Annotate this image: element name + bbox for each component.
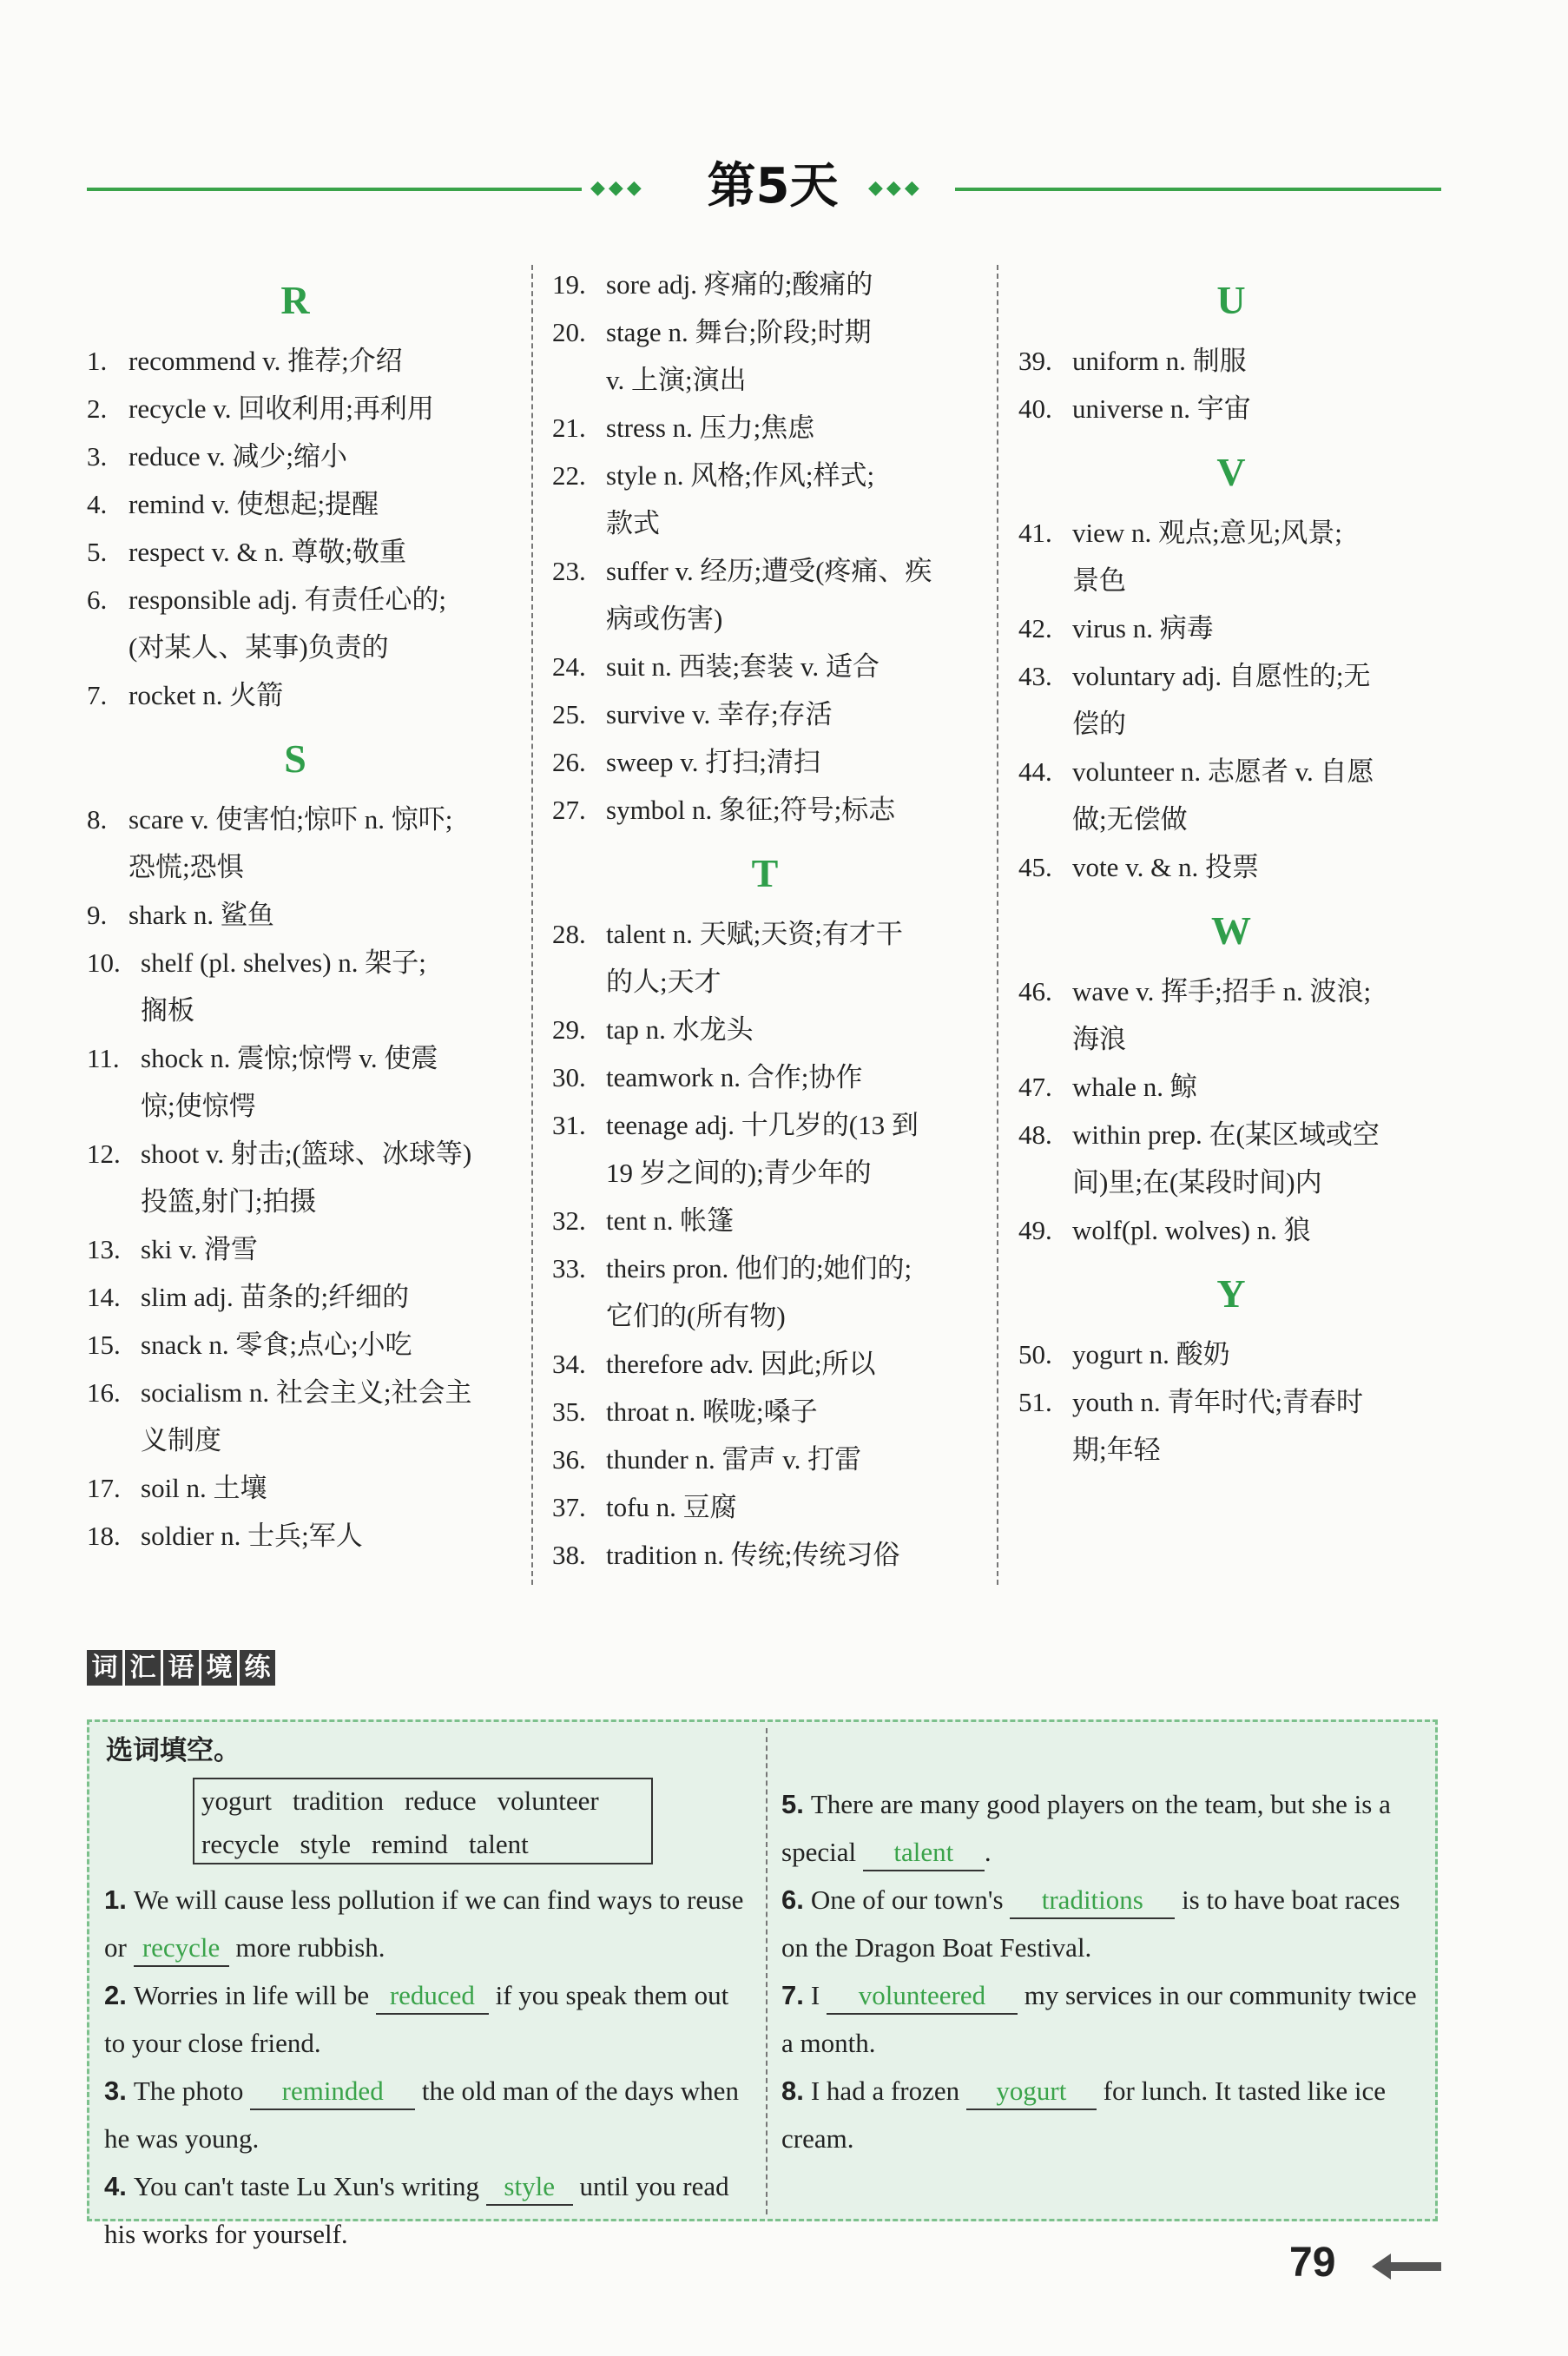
entry-number: 22.	[552, 460, 586, 491]
entry-text: soldier n. 士兵;军人	[141, 1521, 363, 1551]
vocab-entry	[552, 308, 978, 356]
vocab-entry	[552, 452, 978, 499]
entry-number: 4.	[87, 489, 108, 519]
exercise-title: 选词填空。	[106, 1735, 240, 1766]
entry-number: 17.	[87, 1473, 121, 1503]
vocab-entry-continuation	[87, 1416, 504, 1464]
entry-text: 恐慌;恐惧	[128, 852, 244, 882]
vocab-entry	[552, 786, 978, 834]
vocab-entry	[552, 1006, 978, 1053]
entry-text: 病或伤害)	[606, 604, 723, 634]
entry-number: 12.	[87, 1138, 121, 1169]
vocab-entry-continuation	[1018, 1158, 1444, 1206]
vocab-entry	[1018, 385, 1444, 432]
entry-text: yogurt n. 酸奶	[1072, 1339, 1230, 1369]
vocab-entry	[552, 1053, 978, 1101]
header-rule-right	[955, 188, 1441, 191]
entry-number: 31.	[552, 1110, 586, 1140]
entry-text: 义制度	[141, 1425, 221, 1455]
word-bank-word: remind	[372, 1829, 448, 1859]
entry-text: 期;年轻	[1072, 1435, 1161, 1465]
entry-text: therefore adv. 因此;所以	[606, 1349, 876, 1379]
section-letter: T	[751, 851, 779, 895]
vocab-entry	[1018, 1206, 1444, 1254]
entry-number: 40.	[1018, 393, 1052, 424]
entry-number: 32.	[552, 1205, 586, 1236]
vocab-entry	[87, 432, 504, 480]
exercise-item-2: 2. Worries in life will be reduced if you speak them out to your close friend.	[104, 1980, 729, 2058]
answer-blank[interactable]: reminded	[250, 2074, 415, 2110]
entry-text: 搁板	[141, 995, 194, 1026]
entry-number: 37.	[552, 1492, 586, 1522]
entry-number: 21.	[552, 412, 586, 443]
entry-text: tofu n. 豆腐	[606, 1492, 737, 1522]
entry-text: survive v. 幸存;存活	[606, 699, 833, 729]
section-tag	[87, 1650, 275, 1686]
vocab-entry-continuation	[552, 1149, 978, 1197]
entry-number: 30.	[552, 1062, 586, 1092]
vocab-entry	[87, 795, 504, 843]
entry-number: 13.	[87, 1234, 121, 1264]
vocab-entry	[87, 1369, 504, 1416]
section-letter: S	[284, 736, 306, 781]
vocab-entry	[87, 1273, 504, 1321]
entry-number: 26.	[552, 747, 586, 777]
vocab-entry	[1018, 604, 1444, 652]
entry-number: 29.	[552, 1014, 586, 1045]
exercise-item-6: 6. One of our town's traditions is to have boat races on the Dragon Boat Festival.	[781, 1884, 1400, 1963]
vocab-column-1	[87, 261, 504, 1560]
entry-text: soil n. 土壤	[141, 1473, 267, 1503]
word-bank-word: yogurt	[201, 1785, 272, 1816]
word-bank	[193, 1778, 653, 1864]
entry-number: 3.	[87, 441, 108, 472]
entry-text: (对某人、某事)负责的	[128, 632, 389, 663]
column-divider	[531, 265, 533, 1585]
section-tag-char: 语	[163, 1650, 199, 1686]
word-bank-word: style	[300, 1829, 352, 1859]
entry-text: 投篮,射门;拍摄	[141, 1186, 317, 1217]
vocab-entry	[552, 547, 978, 595]
vocab-entry	[1018, 1111, 1444, 1158]
entry-text: uniform n. 制服	[1072, 346, 1247, 376]
vocab-entry-continuation	[552, 499, 978, 547]
vocab-entry	[87, 1512, 504, 1560]
entry-text: snack n. 零食;点心;小吃	[141, 1330, 412, 1360]
vocab-entry	[552, 1531, 978, 1579]
vocab-column-2	[552, 261, 978, 1579]
vocab-entry-continuation	[87, 1178, 504, 1225]
word-bank-word: talent	[468, 1829, 529, 1859]
entry-text: ski v. 滑雪	[141, 1234, 258, 1264]
header-leaf-dots-icon: ◆◆◆	[590, 177, 645, 199]
vocab-column-3	[1018, 261, 1444, 1474]
entry-text: whale n. 鲸	[1072, 1072, 1197, 1102]
vocab-entry	[552, 1244, 978, 1292]
vocab-entry-continuation	[87, 624, 504, 671]
entry-text: 景色	[1072, 565, 1126, 596]
vocab-entry	[87, 891, 504, 939]
entry-text: shelf (pl. shelves) n. 架子;	[141, 947, 426, 978]
entry-text: slim adj. 苗条的;纤细的	[141, 1282, 410, 1312]
entry-text: scare v. 使害怕;惊吓 n. 惊吓;	[128, 804, 453, 835]
vocab-entry	[552, 1197, 978, 1244]
vocab-entry	[1018, 1378, 1444, 1426]
section-letter: R	[280, 278, 310, 322]
vocab-entry	[87, 480, 504, 528]
entry-number: 2.	[87, 393, 108, 424]
entry-text: recycle v. 回收利用;再利用	[128, 393, 434, 424]
entry-number: 44.	[1018, 756, 1052, 787]
vocab-entry-continuation	[1018, 700, 1444, 748]
header-rule-left	[87, 188, 582, 191]
entry-number: 6.	[87, 584, 108, 615]
entry-text: view n. 观点;意见;风景;	[1072, 518, 1342, 548]
entry-text: 的人;天才	[606, 967, 721, 997]
entry-text: v. 上演;演出	[606, 365, 747, 395]
vocab-entry	[552, 261, 978, 308]
entry-number: 46.	[1018, 976, 1052, 1006]
entry-text: remind v. 使想起;提醒	[128, 489, 379, 519]
entry-text: 它们的(所有物)	[606, 1301, 786, 1331]
entry-text: 款式	[606, 508, 660, 538]
answer-blank[interactable]: reduced	[376, 1978, 489, 2015]
vocab-entry	[552, 404, 978, 452]
answer-blank[interactable]: recycle	[134, 1930, 229, 1967]
entry-text: voluntary adj. 自愿性的;无	[1072, 661, 1371, 691]
section-tag-char: 境	[201, 1650, 237, 1686]
vocab-entry	[552, 1340, 978, 1388]
entry-text: virus n. 病毒	[1072, 613, 1214, 643]
entry-number: 20.	[552, 317, 586, 347]
vocab-entry-continuation	[1018, 1426, 1444, 1474]
vocab-entry	[552, 1101, 978, 1149]
entry-text: shock n. 震惊;惊愕 v. 使震	[141, 1043, 438, 1073]
day-title: 第5天	[707, 158, 839, 214]
entry-text: responsible adj. 有责任心的;	[128, 584, 446, 615]
entry-number: 16.	[87, 1377, 121, 1408]
entry-number: 38.	[552, 1540, 586, 1570]
exercise-item-5: 5. There are many good players on the team, but she is a special talent .	[781, 1780, 1424, 1876]
entry-number: 14.	[87, 1282, 121, 1312]
column-divider	[997, 265, 998, 1585]
vocab-entry	[87, 528, 504, 576]
entry-text: throat n. 喉咙;嗓子	[606, 1396, 818, 1427]
vocab-entry	[552, 690, 978, 738]
entry-number: 42.	[1018, 613, 1052, 643]
vocab-entry	[87, 1130, 504, 1178]
entry-text: 间)里;在(某段时间)内	[1072, 1167, 1322, 1198]
entry-text: sore adj. 疼痛的;酸痛的	[606, 269, 873, 300]
entry-number: 50.	[1018, 1339, 1052, 1369]
entry-text: 偿的	[1072, 709, 1126, 739]
entry-text: talent n. 天赋;天资;有才干	[606, 919, 903, 949]
entry-text: style n. 风格;作风;样式;	[606, 460, 875, 491]
exercise-item-3: 3. The photo reminded the old man of the days when he was young.	[104, 2076, 739, 2154]
entry-number: 18.	[87, 1521, 121, 1551]
entry-text: vote v. & n. 投票	[1072, 852, 1259, 882]
vocab-entry	[87, 1225, 504, 1273]
entry-text: tap n. 水龙头	[606, 1014, 754, 1045]
exercise-item-7: 7. I volunteered my services in our community twice a month.	[781, 1980, 1417, 2058]
entry-text: theirs pron. 他们的;她们的;	[606, 1253, 912, 1284]
vocab-entry	[87, 1034, 504, 1082]
entry-number: 51.	[1018, 1387, 1052, 1417]
entry-text: shark n. 鲨鱼	[128, 900, 274, 930]
word-bank-word: tradition	[292, 1785, 384, 1816]
entry-number: 34.	[552, 1349, 586, 1379]
entry-number: 45.	[1018, 852, 1052, 882]
vocab-entry	[87, 1321, 504, 1369]
vocab-entry	[87, 939, 504, 987]
entry-number: 23.	[552, 556, 586, 586]
vocab-entry	[552, 738, 978, 786]
vocab-entry	[1018, 967, 1444, 1015]
word-bank-word: reduce	[404, 1785, 477, 1816]
entry-number: 33.	[552, 1253, 586, 1284]
entry-number: 28.	[552, 919, 586, 949]
page-number: 79	[1289, 2240, 1336, 2286]
vocab-entry-continuation	[87, 987, 504, 1034]
entry-number: 43.	[1018, 661, 1052, 691]
vocab-entry-continuation	[1018, 1015, 1444, 1063]
vocab-entry	[87, 385, 504, 432]
entry-text: youth n. 青年时代;青春时	[1072, 1387, 1363, 1417]
answer-blank[interactable]: yogurt	[966, 2074, 1097, 2110]
vocab-entry-continuation	[552, 958, 978, 1006]
entry-text: thunder n. 雷声 v. 打雷	[606, 1444, 862, 1475]
section-tag-char: 汇	[125, 1650, 161, 1686]
vocab-entry	[1018, 843, 1444, 891]
entry-number: 48.	[1018, 1119, 1052, 1150]
exercise-item-1: 1. We will cause less pollution if we can find ways to reuse or recycle more rubbish.	[104, 1876, 747, 1971]
section-letter: V	[1216, 450, 1246, 494]
entry-number: 8.	[87, 804, 108, 835]
answer-blank[interactable]: volunteered	[827, 1978, 1018, 2015]
entry-text: rocket n. 火箭	[128, 680, 284, 710]
answer-blank[interactable]: traditions	[1010, 1883, 1175, 1919]
section-letter: Y	[1216, 1271, 1246, 1316]
vocab-entry-continuation	[1018, 557, 1444, 604]
vocab-entry	[552, 1435, 978, 1483]
entry-number: 47.	[1018, 1072, 1052, 1102]
section-letter: W	[1211, 908, 1251, 953]
entry-text: stage n. 舞台;阶段;时期	[606, 317, 872, 347]
vocab-entry	[87, 337, 504, 385]
entry-text: suit n. 西装;套装 v. 适合	[606, 651, 880, 682]
entry-text: symbol n. 象征;符号;标志	[606, 795, 896, 825]
header-leaf-dots-icon: ◆◆◆	[868, 177, 923, 199]
vocab-entry	[552, 1388, 978, 1435]
word-bank-word: recycle	[201, 1829, 280, 1859]
entry-text: 惊;使惊愕	[141, 1091, 256, 1121]
vocab-entry-continuation	[87, 843, 504, 891]
entry-number: 9.	[87, 900, 108, 930]
entry-text: universe n. 宇宙	[1072, 393, 1251, 424]
vocab-entry	[1018, 337, 1444, 385]
entry-number: 36.	[552, 1444, 586, 1475]
vocab-entry-continuation	[552, 356, 978, 404]
vocab-entry	[87, 671, 504, 719]
entry-text: socialism n. 社会主义;社会主	[141, 1377, 472, 1408]
entry-text: sweep v. 打扫;清扫	[606, 747, 820, 777]
entry-number: 25.	[552, 699, 586, 729]
vocab-entry	[87, 1464, 504, 1512]
exercise-item-8: 8. I had a frozen yogurt for lunch. It tasted like ice cream.	[781, 2076, 1387, 2154]
vocab-entry-continuation	[552, 1292, 978, 1340]
exercise-item-4: 4. You can't taste Lu Xun's writing style until you read his works for yourself.	[104, 2171, 729, 2249]
entry-number: 49.	[1018, 1215, 1052, 1245]
entry-number: 19.	[552, 269, 586, 300]
entry-text: tent n. 帐篷	[606, 1205, 735, 1236]
entry-text: teamwork n. 合作;协作	[606, 1062, 863, 1092]
day-header	[87, 148, 1441, 234]
entry-text: teenage adj. 十几岁的(13 到	[606, 1110, 919, 1140]
entry-number: 10.	[87, 947, 121, 978]
section-tag-char: 词	[87, 1650, 122, 1686]
entry-number: 27.	[552, 795, 586, 825]
entry-number: 5.	[87, 537, 108, 567]
vocab-entry-continuation	[1018, 795, 1444, 843]
entry-number: 11.	[87, 1043, 120, 1073]
vocab-entry	[1018, 748, 1444, 795]
exercise-divider	[766, 1728, 768, 2214]
vocab-entry	[87, 576, 504, 624]
entry-text: 做;无偿做	[1072, 804, 1188, 835]
entry-number: 15.	[87, 1330, 121, 1360]
entry-text: reduce v. 减少;缩小	[128, 441, 347, 472]
entry-text: 海浪	[1072, 1024, 1126, 1054]
vocab-entry	[1018, 509, 1444, 557]
vocab-entry	[552, 643, 978, 690]
entry-number: 24.	[552, 651, 586, 682]
vocab-entry	[552, 1483, 978, 1531]
entry-number: 35.	[552, 1396, 586, 1427]
vocab-entry	[1018, 1330, 1444, 1378]
vocab-entry	[1018, 1063, 1444, 1111]
section-tag-char: 练	[240, 1650, 275, 1686]
arrow-left-icon	[1389, 2262, 1441, 2271]
entry-text: wolf(pl. wolves) n. 狼	[1072, 1215, 1311, 1245]
entry-text: shoot v. 射击;(篮球、冰球等)	[141, 1138, 472, 1169]
vocab-entry-continuation	[552, 595, 978, 643]
answer-blank[interactable]: style	[486, 2169, 573, 2206]
entry-number: 1.	[87, 346, 108, 376]
section-letter: U	[1216, 278, 1246, 322]
entry-text: suffer v. 经历;遭受(疼痛、疾	[606, 556, 932, 586]
vocab-entry	[1018, 652, 1444, 700]
vocab-entry-continuation	[87, 1082, 504, 1130]
answer-blank[interactable]: talent	[863, 1835, 985, 1871]
entry-text: within prep. 在(某区域或空	[1072, 1119, 1380, 1150]
entry-text: tradition n. 传统;传统习俗	[606, 1540, 900, 1570]
entry-text: respect v. & n. 尊敬;敬重	[128, 537, 406, 567]
entry-text: recommend v. 推荐;介绍	[128, 346, 403, 376]
entry-text: stress n. 压力;焦虑	[606, 412, 815, 443]
entry-text: wave v. 挥手;招手 n. 波浪;	[1072, 976, 1372, 1006]
entry-text: 19 岁之间的);青少年的	[606, 1158, 872, 1188]
entry-number: 39.	[1018, 346, 1052, 376]
entry-number: 7.	[87, 680, 108, 710]
entry-number: 41.	[1018, 518, 1052, 548]
word-bank-word: volunteer	[497, 1785, 599, 1816]
vocab-entry	[552, 910, 978, 958]
entry-text: volunteer n. 志愿者 v. 自愿	[1072, 756, 1374, 787]
